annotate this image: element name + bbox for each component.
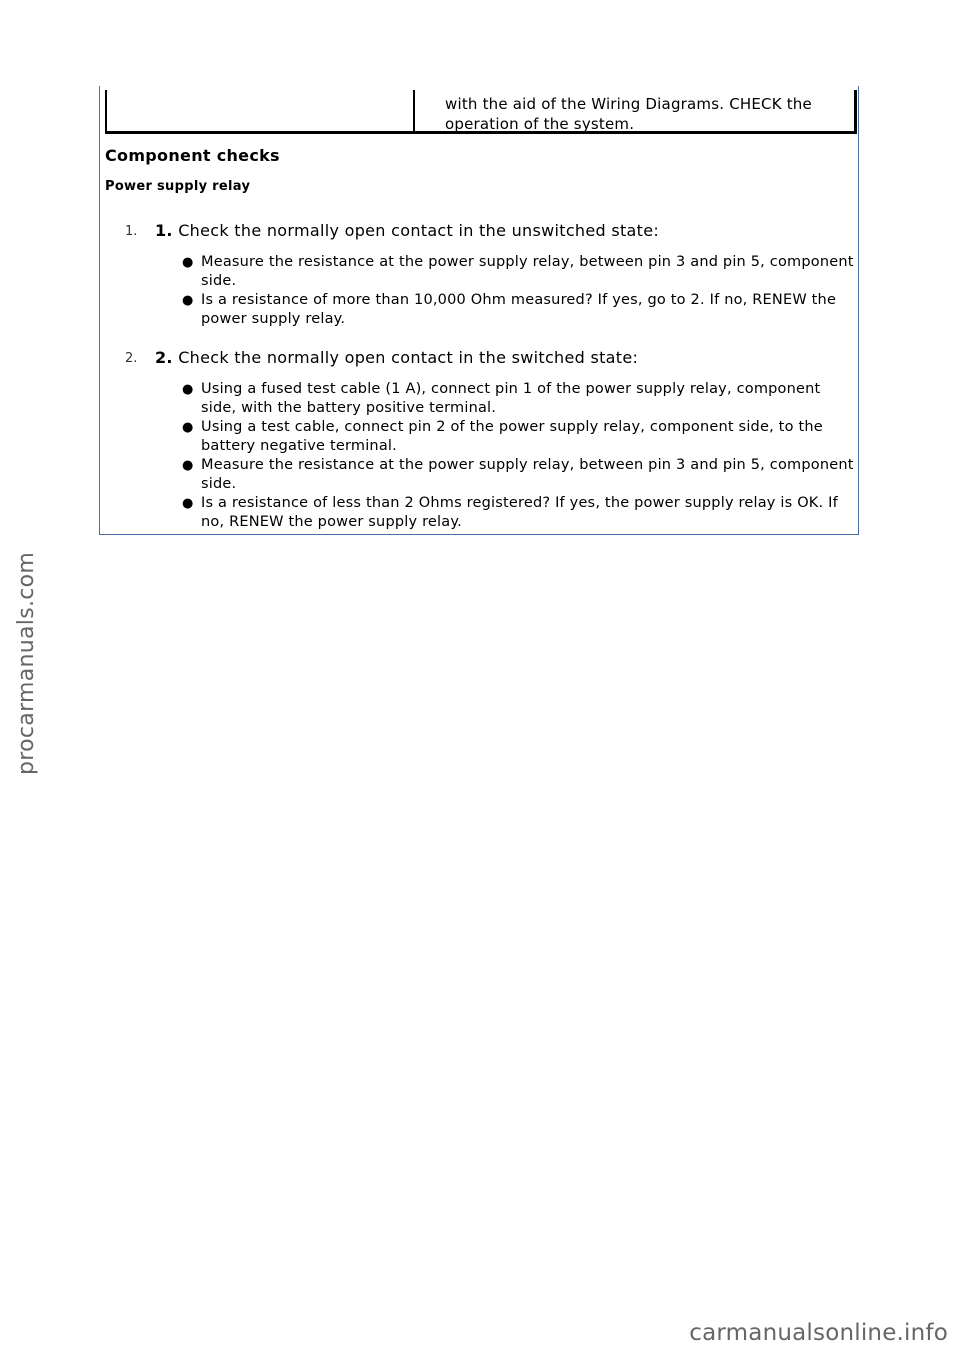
list-item [182, 253, 854, 291]
list-item-text: Using a test cable, connect pin 2 of the power supply relay, component side, to the battery negative terminal. [201, 419, 823, 454]
step-text: Check the normally open contact in the switched state: [178, 348, 639, 367]
step-label: 1. [155, 221, 173, 240]
side-watermark: procarmanuals.com [14, 551, 39, 775]
step-number: 1. [125, 224, 138, 239]
bullet-icon: ● [182, 255, 194, 270]
step-text: Check the normally open contact in the unswitched state: [178, 221, 660, 240]
bottom-watermark: carmanualsonline.info [689, 1320, 948, 1346]
bullet-icon: ● [182, 293, 194, 308]
table-cell-text: with the aid of the Wiring Diagrams. CHECK the operation of the system. [445, 95, 812, 133]
table-cell-divider [413, 90, 415, 131]
list-item [182, 380, 854, 418]
list-item [182, 494, 854, 532]
step-label: 2. [155, 348, 173, 367]
table-row [105, 90, 857, 134]
subsection-title: Power supply relay [105, 179, 251, 194]
bullet-icon: ● [182, 496, 194, 511]
list-item-text: Is a resistance of more than 10,000 Ohm measured? If yes, go to 2. If no, RENEW the power supply relay. [201, 292, 837, 327]
bullet-list [182, 253, 854, 329]
step-heading [155, 221, 659, 240]
content-frame [99, 86, 859, 535]
list-item-text: Measure the resistance at the power supply relay, between pin 3 and pin 5, component side. [201, 457, 854, 492]
bullet-icon: ● [182, 458, 194, 473]
list-item [182, 418, 854, 456]
bullet-list [182, 380, 854, 532]
list-item-text: Measure the resistance at the power supply relay, between pin 3 and pin 5, component side. [201, 254, 854, 289]
list-item [182, 291, 854, 329]
bullet-icon: ● [182, 420, 194, 435]
list-item-text: Is a resistance of less than 2 Ohms registered? If yes, the power supply relay is OK. If no, RENEW the power supply relay. [201, 495, 838, 530]
step-number: 2. [125, 351, 138, 366]
list-item [182, 456, 854, 494]
bullet-icon: ● [182, 382, 194, 397]
list-item-text: Using a fused test cable (1 A), connect pin 1 of the power supply relay, component side, with the battery positive terminal. [201, 381, 821, 416]
step-heading [155, 348, 638, 367]
section-title: Component checks [105, 146, 280, 165]
